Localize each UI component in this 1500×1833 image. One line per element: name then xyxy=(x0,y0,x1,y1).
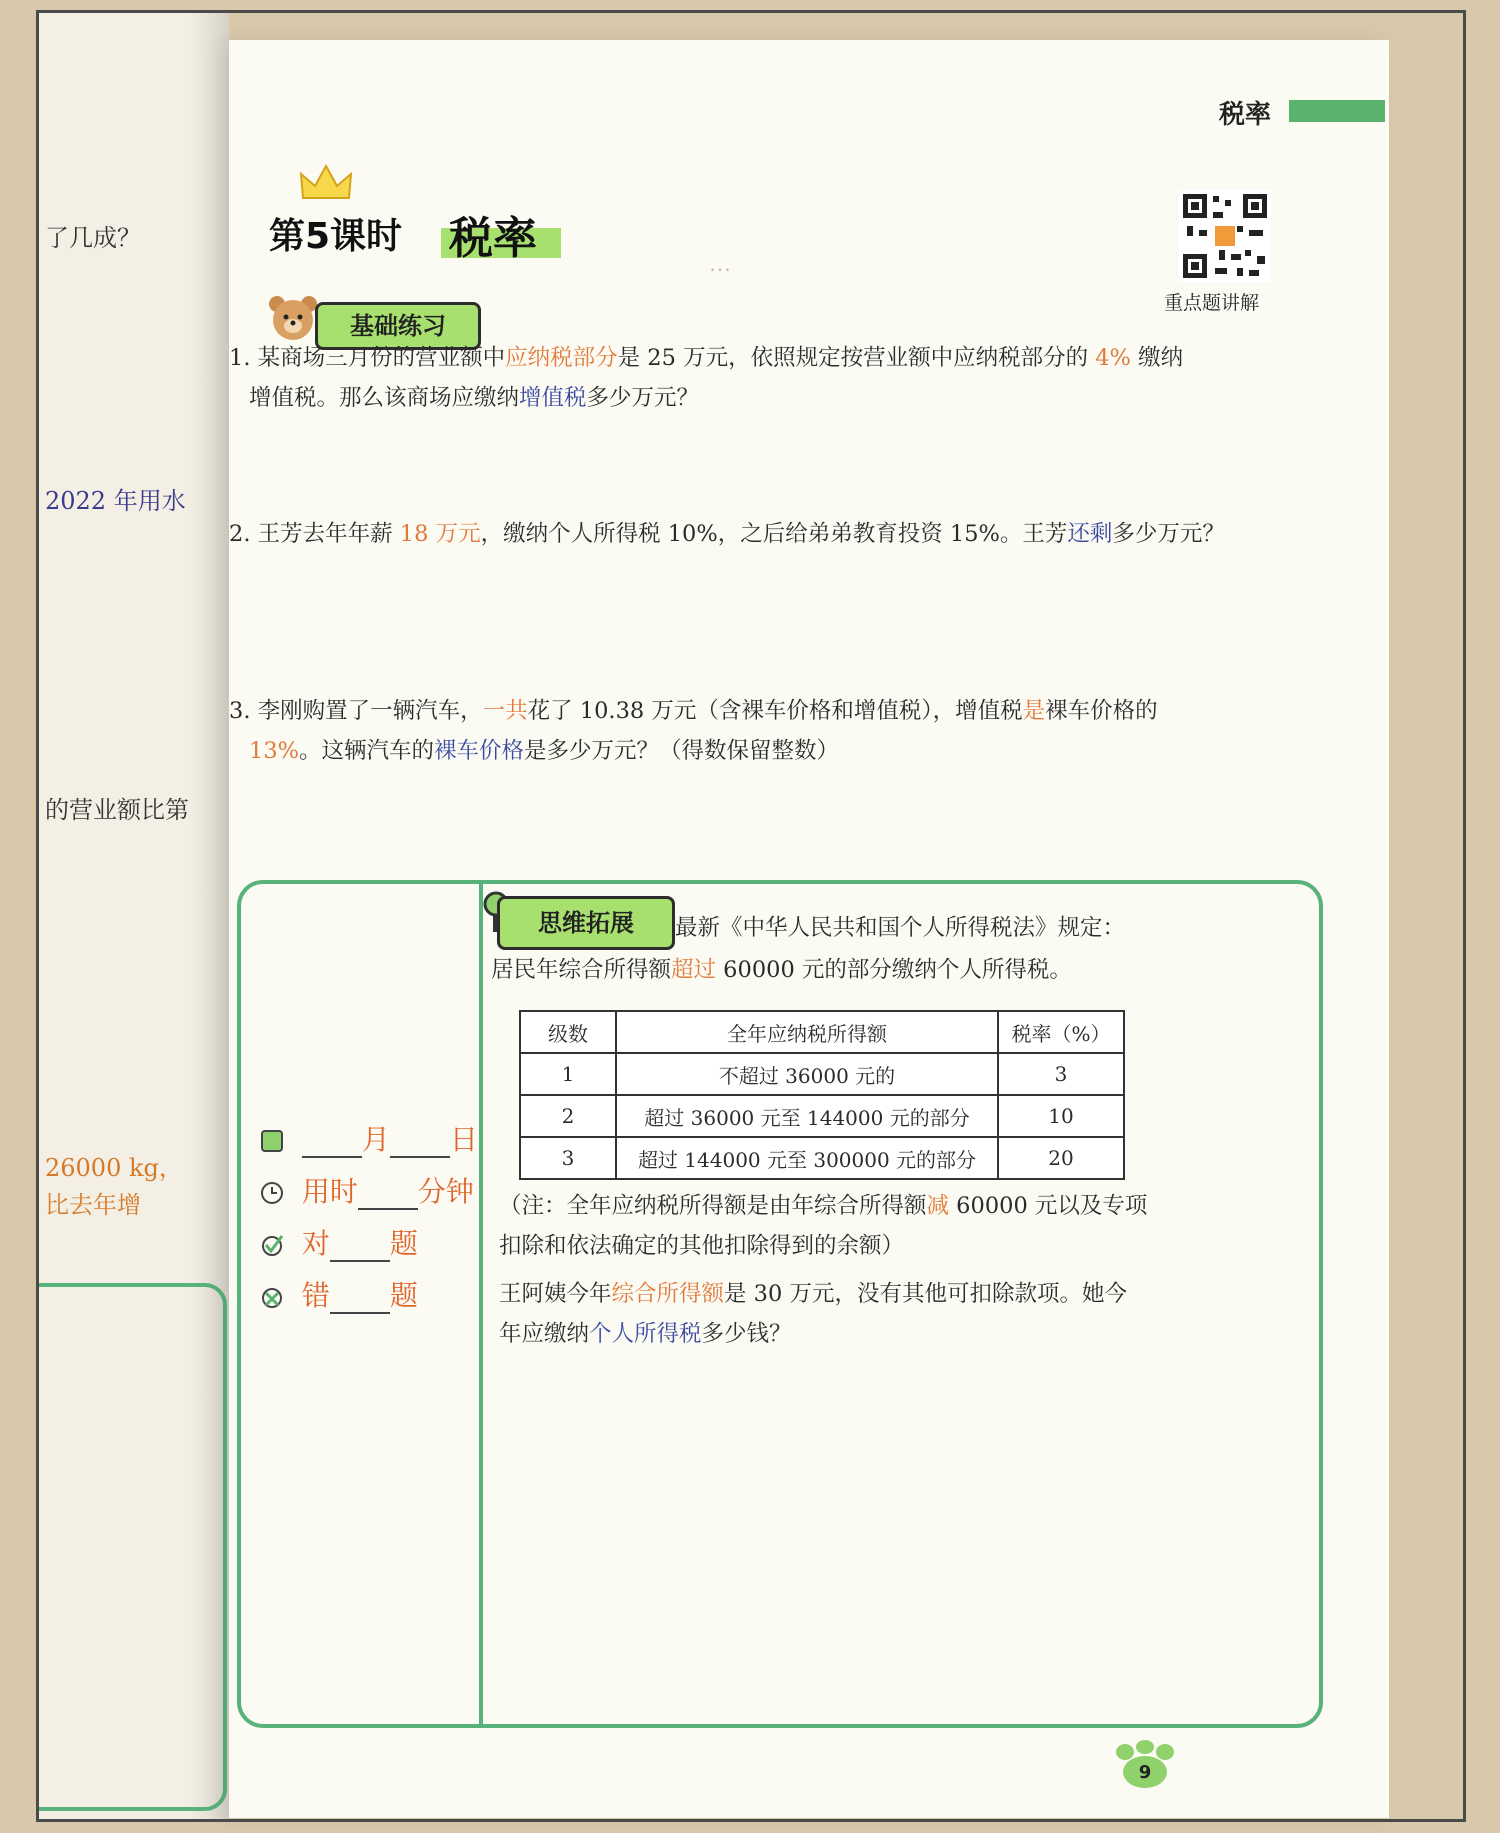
text-segment: 1. 某商场三月份的营业额中 xyxy=(229,345,506,371)
record-time xyxy=(259,1170,474,1210)
record-right xyxy=(259,1222,418,1262)
table-header-level: 级数 xyxy=(520,1011,616,1053)
month-label: 月 xyxy=(361,1123,390,1156)
extension-question-2 xyxy=(499,1314,792,1354)
left-snippet-5 xyxy=(45,1185,141,1220)
tax-rate-table xyxy=(519,1010,1125,1180)
text-segment: 缴纳 xyxy=(1130,345,1184,371)
text-segment: 2. 王芳去年年薪 xyxy=(229,521,400,547)
day-label: 日 xyxy=(449,1123,478,1156)
text-segment: 是 30 万元，没有其他可扣除款项。她今 xyxy=(724,1281,1127,1307)
table-cell: 超过 144000 元至 300000 元的部分 xyxy=(616,1137,998,1179)
table-row xyxy=(520,1053,1124,1095)
time-blank[interactable] xyxy=(358,1186,418,1210)
page-number: 9 xyxy=(1138,1762,1152,1783)
table-cell: 1 xyxy=(520,1053,616,1095)
cross-check-icon xyxy=(259,1284,285,1310)
question-3-line-1 xyxy=(229,691,1158,731)
lesson-topic: 税率 xyxy=(449,213,537,264)
highlighted-text: 一共 xyxy=(482,698,528,724)
table-cell: 20 xyxy=(998,1137,1124,1179)
text-segment: 王阿姨今年 xyxy=(499,1281,612,1307)
right-unit: 题 xyxy=(389,1227,418,1260)
extension-intro-2 xyxy=(491,950,1072,990)
lesson-number: 第5课时 xyxy=(269,216,403,257)
wrong-unit: 题 xyxy=(389,1279,418,1312)
right-blank[interactable] xyxy=(330,1238,390,1262)
highlighted-text: 个人所得税 xyxy=(589,1321,702,1347)
qr-label: 重点题讲解 xyxy=(1164,292,1260,314)
extension-divider xyxy=(479,884,483,1724)
text-segment: （注：全年应纳税所得额是由年综合所得额 xyxy=(499,1193,927,1219)
time-label: 用时 xyxy=(301,1175,358,1208)
highlighted-text: 还剩 xyxy=(1067,521,1113,547)
time-unit: 分钟 xyxy=(417,1175,474,1208)
left-page xyxy=(39,13,229,1819)
header-bar xyxy=(1289,100,1385,122)
extension-question-1 xyxy=(499,1274,1127,1314)
highlighted-text: 4% xyxy=(1095,345,1131,371)
text-segment: 增值税。那么该商场应缴纳 xyxy=(249,385,520,411)
text-segment: ，缴纳个人所得税 10%，之后给弟弟教育投资 15%。王芳 xyxy=(480,521,1068,547)
text-segment: 60000 元以及专项 xyxy=(949,1193,1148,1219)
text-segment: 居民年综合所得额 xyxy=(491,957,672,983)
highlighted-text: 裸车价格 xyxy=(434,738,525,764)
text-segment: 多少万元？ xyxy=(1112,521,1225,547)
question-1-line-1 xyxy=(229,338,1183,378)
text-segment: 3. 李刚购置了一辆汽车， xyxy=(229,698,483,724)
notepad-icon xyxy=(259,1128,285,1154)
question-3-line-2 xyxy=(249,731,839,771)
highlighted-text: 18 万元 xyxy=(399,521,481,547)
bleed-through-text: … xyxy=(709,252,731,277)
section-basic-label: 基础练习 xyxy=(315,302,481,350)
day-blank[interactable] xyxy=(390,1134,450,1158)
left-snippet-3: 的营业额比第 xyxy=(45,796,189,824)
text-segment: 。这辆汽车的 xyxy=(299,738,435,764)
right-label: 对 xyxy=(301,1227,330,1260)
left-record-box xyxy=(39,1283,227,1811)
table-cell: 3 xyxy=(998,1053,1124,1095)
extension-note-1 xyxy=(499,1186,1147,1226)
text-segment: 花了 10.38 万元（含裸车价格和增值税），增值税 xyxy=(527,698,1023,724)
table-cell: 3 xyxy=(520,1137,616,1179)
clock-icon xyxy=(259,1180,285,1206)
record-date xyxy=(259,1118,478,1158)
extension-note-2: 扣除和依法确定的其他扣除得到的余额） xyxy=(499,1233,905,1259)
right-page xyxy=(229,40,1389,1818)
crown-icon xyxy=(299,164,353,204)
text-segment: 年应缴纳 xyxy=(499,1321,590,1347)
question-1-line-2 xyxy=(249,378,699,418)
highlighted-text: 超过 xyxy=(671,957,717,983)
text-segment: 多少万元？ xyxy=(586,385,700,411)
table-row xyxy=(520,1095,1124,1137)
text-segment: 裸车价格的 xyxy=(1045,698,1158,724)
highlighted-text: 增值税 xyxy=(519,385,587,411)
text-segment: 60000 元的部分缴纳个人所得税。 xyxy=(716,957,1072,983)
wrong-label: 错 xyxy=(301,1279,330,1312)
table-cell: 10 xyxy=(998,1095,1124,1137)
paw-icon xyxy=(1111,1740,1179,1790)
left-snippet-5-text: 比去年增 xyxy=(45,1191,141,1219)
month-blank[interactable] xyxy=(302,1134,362,1158)
highlighted-text: 减 xyxy=(926,1193,950,1219)
left-snippet-2 xyxy=(45,481,186,516)
qr-icon xyxy=(1179,190,1271,282)
table-row xyxy=(520,1137,1124,1179)
text-segment: 多少钱？ xyxy=(701,1321,792,1347)
highlighted-text: 综合所得额 xyxy=(611,1281,725,1307)
extension-intro-1: 最新《中华人民共和国个人所得税法》规定： xyxy=(675,915,1126,941)
record-wrong xyxy=(259,1274,418,1314)
table-cell: 超过 36000 元至 144000 元的部分 xyxy=(616,1095,998,1137)
chapter-title: 税率 xyxy=(1219,100,1272,130)
table-cell: 2 xyxy=(520,1095,616,1137)
wrong-blank[interactable] xyxy=(330,1290,390,1314)
table-cell: 不超过 36000 元的 xyxy=(616,1053,998,1095)
table-header-income: 全年应纳税所得额 xyxy=(616,1011,998,1053)
text-segment: 是多少万元？（得数保留整数） xyxy=(524,738,840,764)
table-header-rate: 税率（%） xyxy=(998,1011,1124,1053)
left-snippet-4: 26000 kg， xyxy=(45,1154,183,1182)
left-snippet-1: 了几成？ xyxy=(45,224,141,252)
text-segment: 是 25 万元，依照规定按营业额中应纳税部分的 xyxy=(617,345,1096,371)
extension-label: 思维拓展 xyxy=(497,896,675,950)
left-snippet-2-text: 2022 年用水 xyxy=(45,487,186,515)
highlighted-text: 应纳税部分 xyxy=(505,345,618,371)
highlighted-text: 13% xyxy=(249,738,300,764)
qr-code[interactable] xyxy=(1179,190,1271,282)
check-icon xyxy=(259,1232,285,1258)
question-2-line-1 xyxy=(229,514,1225,554)
highlighted-text: 是 xyxy=(1022,698,1046,724)
